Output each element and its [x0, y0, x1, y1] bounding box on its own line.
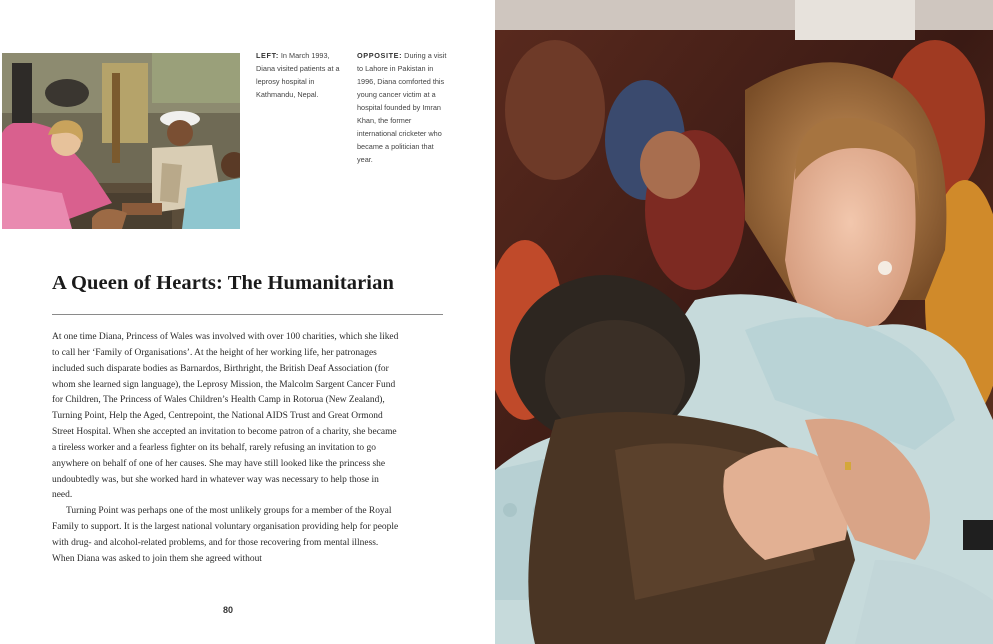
caption-left: [256, 49, 344, 101]
right-page: [495, 0, 993, 644]
body-text: [52, 330, 400, 568]
leprosy-hospital-photo-art: [2, 53, 240, 229]
body-paragraph-2: Turning Point was perhaps one of the most unlikely groups for a member of the Royal Family to support. It is the largest national voluntary organisation providing help for people with drug- and alcohol-related problems, and for those recovering from mental illness. When Diana was asked to join them she agreed without: [52, 506, 399, 564]
body-paragraph-1: At one time Diana, Princess of Wales was involved with over 100 charities, which she liked to call her ‘Family of Organisations’. At the height of her working life, her patronages included such disparate bodies as Barnardos, Birthright, the British Deaf Association (for whom she learned sign language), the Leprosy Mission, the Malcolm Sargent Cancer Fund for Children, The Princess of Wales Children’s Health Camp in Rotorua (New Zealand), Turning Point, Help the Aged, Centrepoint, the National AIDS Trust and Great Ormond Street Hospital. When she accepted an invitation to become patron of a charity, she became a tireless worker and a fearless fighter on its behalf, rarely refusing an invitation to go anywhere on behalf of one of her causes. She may have still looked like the princess she undoubtedly was, but she worked hard in whatever way was necessary to help those in need.: [52, 332, 399, 501]
lahore-hospital-photo: [495, 0, 993, 644]
caption-right-label: OPPOSITE:: [357, 51, 403, 60]
caption-right: [357, 49, 449, 166]
caption-left-label: LEFT:: [256, 51, 279, 60]
chapter-heading: A Queen of Hearts: The Humanitarian: [52, 272, 394, 294]
caption-right-text: During a visit to Lahore in Pakistan in 1996, Diana comforted this young cancer victim at a hospital founded by Imran Khan, the former international cricketer who became a politician that year.: [357, 51, 447, 164]
caption-left-text: In March 1993, Diana visited patients at a leprosy hospital in Kathmandu, Nepal.: [256, 51, 340, 99]
page-number: 80: [222, 605, 233, 615]
leprosy-hospital-photo: [2, 53, 240, 229]
heading-divider: [52, 314, 443, 315]
left-page: [0, 0, 495, 644]
